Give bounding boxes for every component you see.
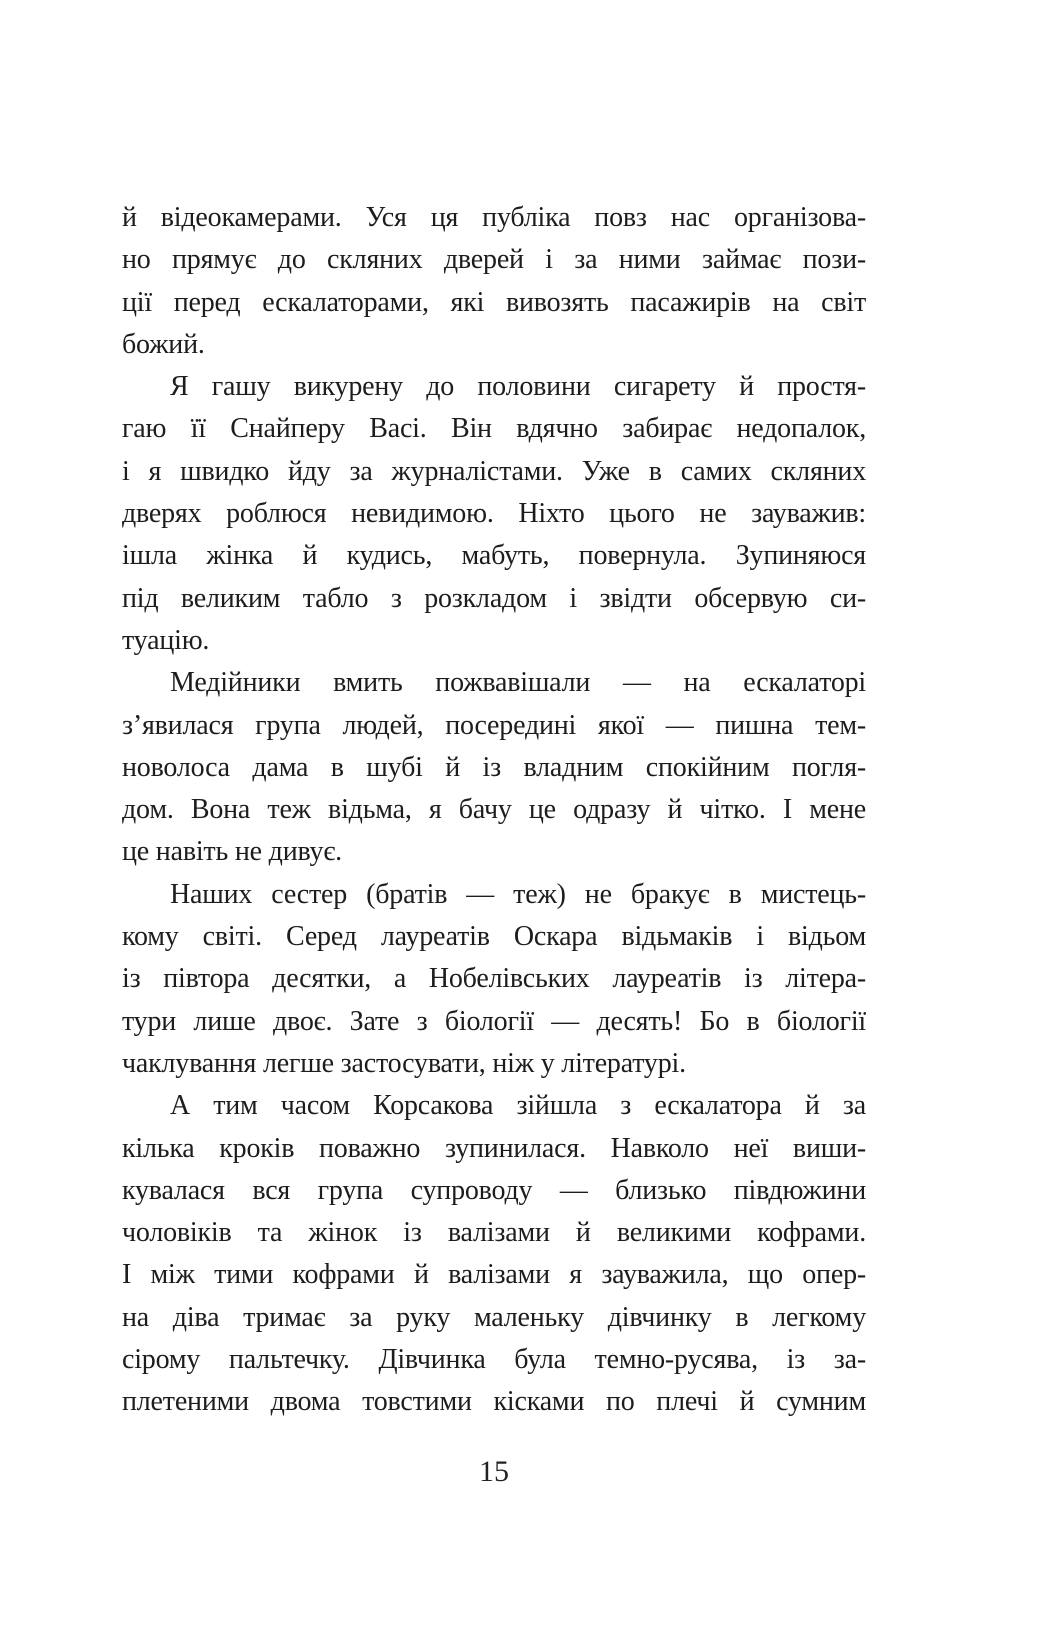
page-number: 15 bbox=[479, 1455, 509, 1488]
text-line: під великим табло з розкладом і звідти обсервую си- bbox=[122, 582, 866, 614]
text-line: кілька кроків поважно зупинилася. Навколо неї виши- bbox=[122, 1132, 866, 1164]
text-line: і я швидко йду за журналістами. Уже в самих скляних bbox=[122, 455, 866, 487]
text-line: новолоса дама в шубі й із владним спокійним погля- bbox=[122, 751, 866, 783]
text-line: ішла жінка й кудись, мабуть, повернула. Зупиняюся bbox=[122, 540, 866, 572]
text-line: І між тими кофрами й валізами я зауважила, що опер- bbox=[122, 1259, 866, 1291]
text-line: кому світі. Серед лауреатів Оскара відьмаків і відьом bbox=[122, 921, 866, 953]
text-line: дверях роблюся невидимою. Ніхто цього не зауважив: bbox=[122, 498, 866, 530]
text-line: дом. Вона теж відьма, я бачу це одразу й чітко. І мене bbox=[122, 794, 866, 826]
text-line: чоловіків та жінок із валізами й великими кофрами. bbox=[122, 1217, 866, 1249]
body-text bbox=[122, 197, 866, 1424]
text-line: з’явилася група людей, посередині якої — пишна тем- bbox=[122, 709, 866, 741]
text-line: гаю її Снайперу Васі. Він вдячно забирає недопалок, bbox=[122, 413, 866, 445]
text-line: Медійники вмить пожвавішали — на ескалаторі bbox=[170, 667, 866, 699]
text-line: ції перед ескалаторами, які вивозять пасажирів на світ bbox=[122, 286, 866, 318]
paragraph bbox=[122, 366, 866, 662]
text-line: із півтора десятки, а Нобелівських лауреатів із літера- bbox=[122, 963, 866, 995]
paragraph bbox=[122, 197, 866, 366]
text-line: сірому пальтечку. Дівчинка була темно-русява, із за- bbox=[122, 1344, 866, 1376]
text-line: но прямує до скляних дверей і за ними займає пози- bbox=[122, 244, 866, 276]
text-line: Наших сестер (братів — теж) не бракує в мистець- bbox=[170, 878, 866, 910]
text-line: на діва тримає за руку маленьку дівчинку в легкому bbox=[122, 1301, 866, 1333]
paragraph bbox=[122, 1085, 866, 1423]
text-line: Я гашу викурену до половини сигарету й простя- bbox=[170, 371, 866, 403]
text-line: А тим часом Корсакова зійшла з ескалатора й за bbox=[170, 1090, 866, 1122]
text-line: божий. bbox=[122, 328, 205, 360]
text-line: й відеокамерами. Уся ця публіка повз нас організова- bbox=[122, 202, 866, 233]
text-line: кувалася вся група супроводу — близько півдюжини bbox=[122, 1174, 866, 1206]
text-line: туацію. bbox=[122, 624, 210, 656]
paragraph bbox=[122, 874, 866, 1085]
text-line: плетеними двома товстими кісками по плечі й сумним bbox=[122, 1386, 866, 1418]
text-line: це навіть не дивує. bbox=[122, 836, 342, 868]
paragraph bbox=[122, 662, 866, 873]
text-line: чаклування легше застосувати, ніж у літературі. bbox=[122, 1047, 686, 1079]
text-line: тури лише двоє. Зате з біології — десять! Бо в біології bbox=[122, 1005, 866, 1037]
